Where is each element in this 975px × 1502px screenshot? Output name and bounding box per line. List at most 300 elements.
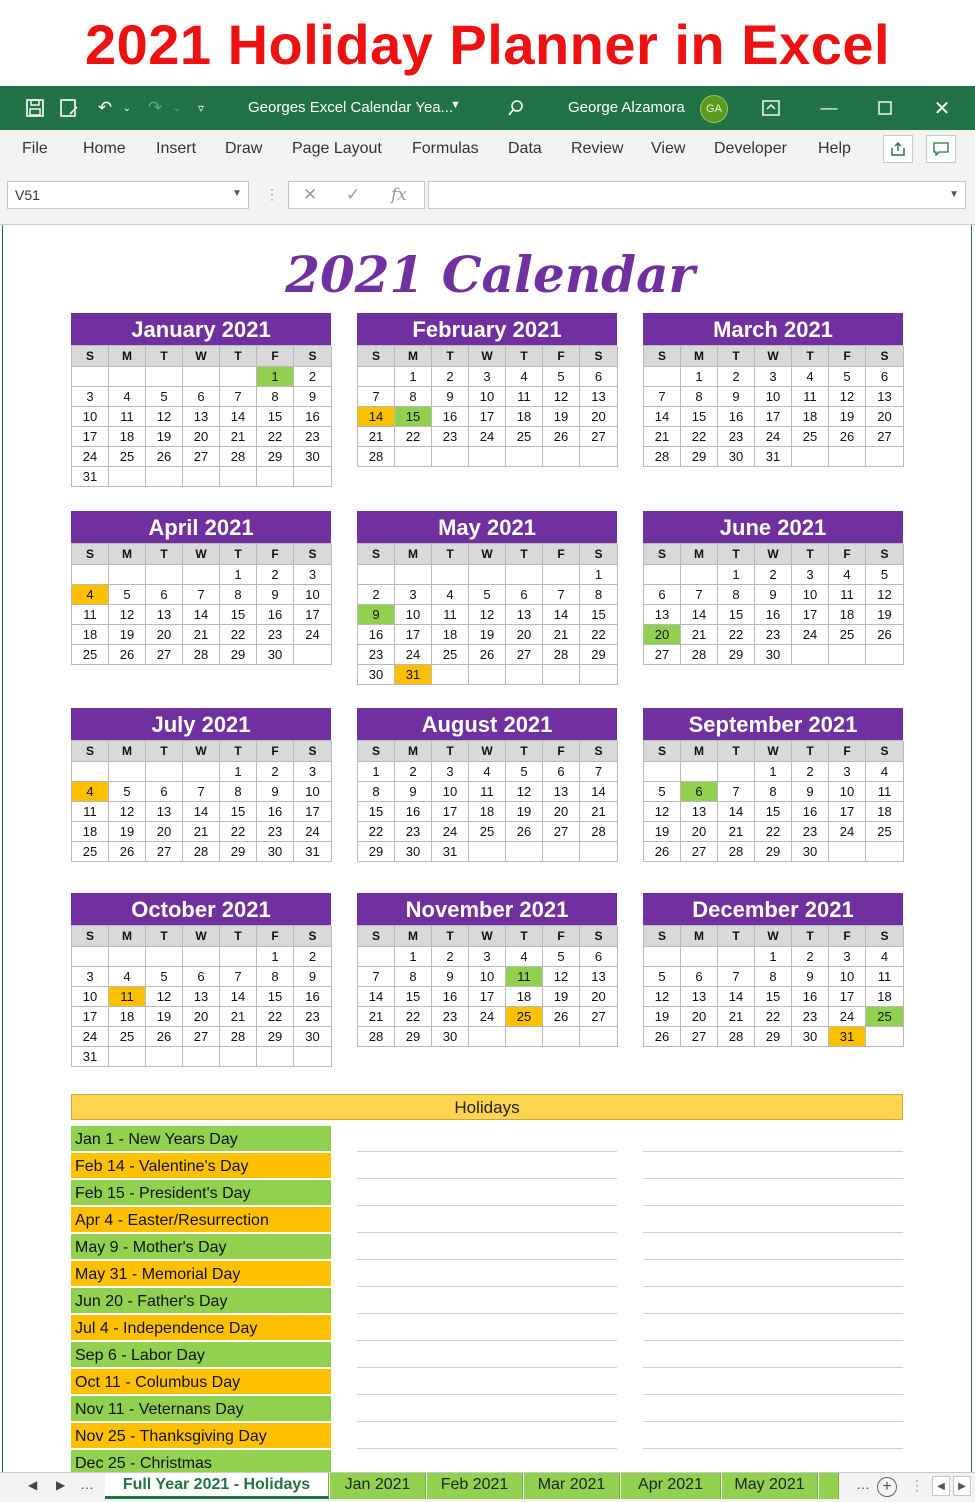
empty-day-cell[interactable] bbox=[543, 1027, 580, 1047]
day-cell[interactable]: 17 bbox=[72, 1007, 109, 1027]
day-cell[interactable]: 9 bbox=[432, 387, 469, 407]
sheet-tab[interactable]: Full Year 2021 - Holidays bbox=[105, 1473, 329, 1499]
day-cell[interactable]: 14 bbox=[358, 407, 395, 427]
day-cell[interactable]: 8 bbox=[395, 387, 432, 407]
day-cell[interactable]: 5 bbox=[543, 367, 580, 387]
day-cell[interactable]: 25 bbox=[469, 822, 506, 842]
day-cell[interactable]: 29 bbox=[358, 842, 395, 862]
empty-day-cell[interactable] bbox=[792, 645, 829, 665]
day-cell[interactable]: 14 bbox=[681, 605, 718, 625]
empty-day-cell[interactable] bbox=[358, 947, 395, 967]
tab-home[interactable]: Home bbox=[83, 140, 126, 157]
empty-day-cell[interactable] bbox=[220, 467, 257, 487]
note-line[interactable] bbox=[357, 1286, 617, 1287]
holiday-item[interactable]: Dec 25 - Christmas bbox=[71, 1450, 331, 1475]
note-line[interactable] bbox=[643, 1394, 903, 1395]
day-cell[interactable]: 7 bbox=[358, 387, 395, 407]
day-cell[interactable]: 4 bbox=[432, 585, 469, 605]
day-cell[interactable]: 23 bbox=[718, 427, 755, 447]
day-cell[interactable]: 27 bbox=[644, 645, 681, 665]
day-cell[interactable]: 1 bbox=[755, 762, 792, 782]
day-cell[interactable]: 24 bbox=[469, 1007, 506, 1027]
day-cell[interactable]: 27 bbox=[543, 822, 580, 842]
note-line[interactable] bbox=[643, 1178, 903, 1179]
day-cell[interactable]: 3 bbox=[829, 947, 866, 967]
day-cell[interactable]: 4 bbox=[792, 367, 829, 387]
empty-day-cell[interactable] bbox=[146, 1047, 183, 1067]
day-cell[interactable]: 8 bbox=[220, 585, 257, 605]
day-cell[interactable]: 21 bbox=[183, 625, 220, 645]
empty-day-cell[interactable] bbox=[506, 565, 543, 585]
empty-day-cell[interactable] bbox=[109, 565, 146, 585]
day-cell[interactable]: 20 bbox=[543, 802, 580, 822]
formula-input[interactable] bbox=[428, 181, 966, 209]
day-cell[interactable]: 16 bbox=[294, 407, 332, 427]
share-icon[interactable] bbox=[883, 135, 913, 163]
empty-day-cell[interactable] bbox=[644, 367, 681, 387]
day-cell[interactable]: 10 bbox=[432, 782, 469, 802]
day-cell[interactable]: 13 bbox=[580, 967, 618, 987]
day-cell[interactable]: 17 bbox=[829, 802, 866, 822]
day-cell[interactable]: 15 bbox=[395, 407, 432, 427]
scroll-tabs-left-icon[interactable]: ◀ bbox=[28, 1478, 38, 1492]
day-cell[interactable]: 18 bbox=[792, 407, 829, 427]
empty-day-cell[interactable] bbox=[183, 467, 220, 487]
empty-day-cell[interactable] bbox=[294, 467, 332, 487]
day-cell[interactable]: 10 bbox=[72, 407, 109, 427]
undo-icon[interactable]: ↶ bbox=[97, 98, 113, 117]
day-cell[interactable]: 16 bbox=[358, 625, 395, 645]
day-cell[interactable]: 15 bbox=[395, 987, 432, 1007]
day-cell[interactable]: 26 bbox=[829, 427, 866, 447]
day-cell[interactable]: 13 bbox=[866, 387, 904, 407]
day-cell[interactable]: 14 bbox=[718, 987, 755, 1007]
day-cell[interactable]: 14 bbox=[358, 987, 395, 1007]
day-cell[interactable]: 12 bbox=[866, 585, 904, 605]
day-cell[interactable]: 7 bbox=[644, 387, 681, 407]
empty-day-cell[interactable] bbox=[543, 842, 580, 862]
day-cell[interactable]: 14 bbox=[580, 782, 618, 802]
day-cell[interactable]: 20 bbox=[183, 1007, 220, 1027]
empty-day-cell[interactable] bbox=[109, 762, 146, 782]
day-cell[interactable]: 21 bbox=[681, 625, 718, 645]
redo-dropdown-icon[interactable]: ⌄ bbox=[172, 102, 182, 114]
day-cell[interactable]: 13 bbox=[146, 605, 183, 625]
day-cell[interactable]: 13 bbox=[644, 605, 681, 625]
day-cell[interactable]: 1 bbox=[220, 762, 257, 782]
document-title-dropdown-icon[interactable]: ▼ bbox=[450, 99, 461, 111]
day-cell[interactable]: 10 bbox=[294, 782, 332, 802]
day-cell[interactable]: 3 bbox=[395, 585, 432, 605]
empty-day-cell[interactable] bbox=[829, 447, 866, 467]
note-line[interactable] bbox=[357, 1151, 617, 1152]
minimize-icon[interactable]: — bbox=[820, 98, 838, 117]
day-cell[interactable]: 5 bbox=[469, 585, 506, 605]
day-cell[interactable]: 17 bbox=[432, 802, 469, 822]
day-cell[interactable]: 12 bbox=[146, 407, 183, 427]
empty-day-cell[interactable] bbox=[220, 1047, 257, 1067]
day-cell[interactable]: 27 bbox=[580, 427, 618, 447]
empty-day-cell[interactable] bbox=[257, 467, 294, 487]
empty-day-cell[interactable] bbox=[580, 447, 618, 467]
empty-day-cell[interactable] bbox=[718, 762, 755, 782]
empty-day-cell[interactable] bbox=[72, 565, 109, 585]
tab-developer[interactable]: Developer bbox=[714, 140, 787, 157]
sheet-tab[interactable]: May 2021 bbox=[722, 1473, 818, 1499]
day-cell[interactable]: 26 bbox=[109, 645, 146, 665]
empty-day-cell[interactable] bbox=[866, 447, 904, 467]
day-cell[interactable]: 24 bbox=[294, 625, 332, 645]
day-cell[interactable]: 23 bbox=[792, 822, 829, 842]
day-cell[interactable]: 15 bbox=[257, 407, 294, 427]
day-cell[interactable]: 29 bbox=[395, 1027, 432, 1047]
day-cell[interactable]: 15 bbox=[718, 605, 755, 625]
day-cell[interactable]: 7 bbox=[543, 585, 580, 605]
day-cell[interactable]: 11 bbox=[72, 802, 109, 822]
day-cell[interactable]: 22 bbox=[395, 427, 432, 447]
tab-insert[interactable]: Insert bbox=[156, 140, 197, 157]
day-cell[interactable]: 20 bbox=[644, 625, 681, 645]
holiday-item[interactable]: May 9 - Mother's Day bbox=[71, 1234, 331, 1259]
day-cell[interactable]: 25 bbox=[866, 1007, 904, 1027]
day-cell[interactable]: 20 bbox=[681, 822, 718, 842]
name-box-dropdown-icon[interactable]: ▼ bbox=[232, 188, 242, 199]
day-cell[interactable]: 10 bbox=[469, 967, 506, 987]
note-line[interactable] bbox=[643, 1367, 903, 1368]
empty-day-cell[interactable] bbox=[183, 565, 220, 585]
day-cell[interactable]: 25 bbox=[109, 447, 146, 467]
day-cell[interactable]: 3 bbox=[72, 387, 109, 407]
day-cell[interactable]: 31 bbox=[829, 1027, 866, 1047]
day-cell[interactable]: 19 bbox=[109, 625, 146, 645]
day-cell[interactable]: 25 bbox=[506, 427, 543, 447]
day-cell[interactable]: 20 bbox=[146, 822, 183, 842]
day-cell[interactable]: 20 bbox=[506, 625, 543, 645]
day-cell[interactable]: 2 bbox=[294, 947, 332, 967]
note-line[interactable] bbox=[357, 1448, 617, 1449]
empty-day-cell[interactable] bbox=[506, 447, 543, 467]
day-cell[interactable]: 9 bbox=[755, 585, 792, 605]
day-cell[interactable]: 30 bbox=[718, 447, 755, 467]
day-cell[interactable]: 30 bbox=[792, 842, 829, 862]
day-cell[interactable]: 26 bbox=[866, 625, 904, 645]
day-cell[interactable]: 19 bbox=[146, 1007, 183, 1027]
day-cell[interactable]: 23 bbox=[257, 822, 294, 842]
day-cell[interactable]: 20 bbox=[580, 987, 618, 1007]
day-cell[interactable]: 24 bbox=[72, 1027, 109, 1047]
note-line[interactable] bbox=[357, 1367, 617, 1368]
day-cell[interactable]: 28 bbox=[718, 842, 755, 862]
day-cell[interactable]: 4 bbox=[109, 967, 146, 987]
day-cell[interactable]: 18 bbox=[829, 605, 866, 625]
day-cell[interactable]: 2 bbox=[432, 367, 469, 387]
day-cell[interactable]: 1 bbox=[681, 367, 718, 387]
day-cell[interactable]: 29 bbox=[257, 447, 294, 467]
empty-day-cell[interactable] bbox=[146, 762, 183, 782]
day-cell[interactable]: 10 bbox=[829, 967, 866, 987]
empty-day-cell[interactable] bbox=[146, 367, 183, 387]
day-cell[interactable]: 13 bbox=[506, 605, 543, 625]
day-cell[interactable]: 14 bbox=[220, 407, 257, 427]
day-cell[interactable]: 28 bbox=[220, 447, 257, 467]
day-cell[interactable]: 29 bbox=[220, 645, 257, 665]
day-cell[interactable]: 13 bbox=[681, 987, 718, 1007]
day-cell[interactable]: 11 bbox=[829, 585, 866, 605]
day-cell[interactable]: 17 bbox=[294, 605, 332, 625]
empty-day-cell[interactable] bbox=[469, 842, 506, 862]
day-cell[interactable]: 1 bbox=[395, 367, 432, 387]
day-cell[interactable]: 25 bbox=[792, 427, 829, 447]
tab-formulas[interactable]: Formulas bbox=[412, 140, 479, 157]
day-cell[interactable]: 18 bbox=[109, 1007, 146, 1027]
day-cell[interactable]: 24 bbox=[72, 447, 109, 467]
note-line[interactable] bbox=[643, 1313, 903, 1314]
day-cell[interactable]: 26 bbox=[644, 1027, 681, 1047]
day-cell[interactable]: 12 bbox=[543, 967, 580, 987]
day-cell[interactable]: 2 bbox=[718, 367, 755, 387]
day-cell[interactable]: 6 bbox=[146, 585, 183, 605]
empty-day-cell[interactable] bbox=[469, 565, 506, 585]
day-cell[interactable]: 30 bbox=[358, 665, 395, 685]
empty-day-cell[interactable] bbox=[294, 645, 332, 665]
day-cell[interactable]: 29 bbox=[755, 842, 792, 862]
day-cell[interactable]: 31 bbox=[395, 665, 432, 685]
empty-day-cell[interactable] bbox=[432, 447, 469, 467]
day-cell[interactable]: 23 bbox=[432, 1007, 469, 1027]
day-cell[interactable]: 11 bbox=[109, 407, 146, 427]
comments-icon[interactable] bbox=[926, 135, 956, 163]
day-cell[interactable]: 21 bbox=[580, 802, 618, 822]
day-cell[interactable]: 7 bbox=[220, 967, 257, 987]
empty-day-cell[interactable] bbox=[506, 1027, 543, 1047]
day-cell[interactable]: 29 bbox=[681, 447, 718, 467]
day-cell[interactable]: 8 bbox=[257, 387, 294, 407]
day-cell[interactable]: 19 bbox=[109, 822, 146, 842]
day-cell[interactable]: 9 bbox=[257, 782, 294, 802]
day-cell[interactable]: 11 bbox=[109, 987, 146, 1007]
empty-day-cell[interactable] bbox=[146, 947, 183, 967]
day-cell[interactable]: 24 bbox=[829, 1007, 866, 1027]
day-cell[interactable]: 16 bbox=[792, 987, 829, 1007]
empty-day-cell[interactable] bbox=[644, 762, 681, 782]
more-tabs-left-icon[interactable]: … bbox=[80, 1476, 94, 1492]
note-line[interactable] bbox=[357, 1421, 617, 1422]
day-cell[interactable]: 15 bbox=[580, 605, 618, 625]
holiday-item[interactable]: Jun 20 - Father's Day bbox=[71, 1288, 331, 1313]
day-cell[interactable]: 28 bbox=[580, 822, 618, 842]
day-cell[interactable]: 24 bbox=[829, 822, 866, 842]
day-cell[interactable]: 18 bbox=[469, 802, 506, 822]
day-cell[interactable]: 15 bbox=[358, 802, 395, 822]
day-cell[interactable]: 25 bbox=[866, 822, 904, 842]
day-cell[interactable]: 14 bbox=[543, 605, 580, 625]
holiday-item[interactable]: Apr 4 - Easter/Resurrection bbox=[71, 1207, 331, 1232]
day-cell[interactable]: 23 bbox=[294, 1007, 332, 1027]
empty-day-cell[interactable] bbox=[257, 1047, 294, 1067]
day-cell[interactable]: 12 bbox=[506, 782, 543, 802]
day-cell[interactable]: 1 bbox=[220, 565, 257, 585]
day-cell[interactable]: 28 bbox=[681, 645, 718, 665]
day-cell[interactable]: 31 bbox=[72, 1047, 109, 1067]
day-cell[interactable]: 6 bbox=[146, 782, 183, 802]
day-cell[interactable]: 30 bbox=[755, 645, 792, 665]
day-cell[interactable]: 29 bbox=[718, 645, 755, 665]
day-cell[interactable]: 7 bbox=[580, 762, 618, 782]
day-cell[interactable]: 6 bbox=[183, 967, 220, 987]
empty-day-cell[interactable] bbox=[644, 947, 681, 967]
empty-day-cell[interactable] bbox=[432, 665, 469, 685]
day-cell[interactable]: 28 bbox=[183, 842, 220, 862]
sheet-tab[interactable]: Jan 2021 bbox=[330, 1473, 426, 1499]
day-cell[interactable]: 17 bbox=[294, 802, 332, 822]
day-cell[interactable]: 21 bbox=[220, 427, 257, 447]
holiday-item[interactable]: Oct 11 - Columbus Day bbox=[71, 1369, 331, 1394]
day-cell[interactable]: 16 bbox=[432, 987, 469, 1007]
day-cell[interactable]: 3 bbox=[294, 762, 332, 782]
day-cell[interactable]: 3 bbox=[755, 367, 792, 387]
day-cell[interactable]: 19 bbox=[866, 605, 904, 625]
day-cell[interactable]: 22 bbox=[358, 822, 395, 842]
day-cell[interactable]: 27 bbox=[146, 645, 183, 665]
day-cell[interactable]: 10 bbox=[294, 585, 332, 605]
day-cell[interactable]: 20 bbox=[183, 427, 220, 447]
day-cell[interactable]: 7 bbox=[718, 782, 755, 802]
day-cell[interactable]: 26 bbox=[146, 1027, 183, 1047]
tab-page-layout[interactable]: Page Layout bbox=[292, 140, 382, 157]
day-cell[interactable]: 12 bbox=[644, 802, 681, 822]
day-cell[interactable]: 6 bbox=[183, 387, 220, 407]
empty-day-cell[interactable] bbox=[866, 1027, 904, 1047]
maximize-icon[interactable] bbox=[874, 97, 896, 119]
day-cell[interactable]: 30 bbox=[257, 842, 294, 862]
day-cell[interactable]: 30 bbox=[294, 447, 332, 467]
day-cell[interactable]: 5 bbox=[109, 782, 146, 802]
empty-day-cell[interactable] bbox=[146, 565, 183, 585]
day-cell[interactable]: 16 bbox=[257, 605, 294, 625]
day-cell[interactable]: 25 bbox=[829, 625, 866, 645]
empty-day-cell[interactable] bbox=[681, 762, 718, 782]
day-cell[interactable]: 3 bbox=[829, 762, 866, 782]
day-cell[interactable]: 11 bbox=[506, 967, 543, 987]
day-cell[interactable]: 5 bbox=[506, 762, 543, 782]
insert-function-icon[interactable]: fx bbox=[391, 185, 407, 205]
day-cell[interactable]: 27 bbox=[146, 842, 183, 862]
tab-file[interactable]: File bbox=[22, 140, 48, 157]
day-cell[interactable]: 4 bbox=[506, 947, 543, 967]
holiday-item[interactable]: Jul 4 - Independence Day bbox=[71, 1315, 331, 1340]
day-cell[interactable]: 31 bbox=[294, 842, 332, 862]
day-cell[interactable]: 12 bbox=[109, 802, 146, 822]
day-cell[interactable]: 10 bbox=[829, 782, 866, 802]
empty-day-cell[interactable] bbox=[469, 1027, 506, 1047]
day-cell[interactable]: 24 bbox=[432, 822, 469, 842]
day-cell[interactable]: 22 bbox=[395, 1007, 432, 1027]
horizontal-scroll-left-icon[interactable]: ◀ bbox=[932, 1476, 950, 1496]
day-cell[interactable]: 5 bbox=[644, 782, 681, 802]
day-cell[interactable]: 1 bbox=[358, 762, 395, 782]
day-cell[interactable]: 12 bbox=[829, 387, 866, 407]
empty-day-cell[interactable] bbox=[294, 1047, 332, 1067]
save-as-icon[interactable] bbox=[58, 97, 80, 119]
day-cell[interactable]: 6 bbox=[644, 585, 681, 605]
day-cell[interactable]: 30 bbox=[792, 1027, 829, 1047]
empty-day-cell[interactable] bbox=[829, 645, 866, 665]
day-cell[interactable]: 22 bbox=[220, 822, 257, 842]
note-line[interactable] bbox=[643, 1151, 903, 1152]
day-cell[interactable]: 29 bbox=[220, 842, 257, 862]
day-cell[interactable]: 10 bbox=[792, 585, 829, 605]
day-cell[interactable]: 23 bbox=[432, 427, 469, 447]
note-line[interactable] bbox=[643, 1259, 903, 1260]
day-cell[interactable]: 14 bbox=[644, 407, 681, 427]
holiday-item[interactable]: Feb 15 - President's Day bbox=[71, 1180, 331, 1205]
day-cell[interactable]: 9 bbox=[432, 967, 469, 987]
day-cell[interactable]: 9 bbox=[294, 387, 332, 407]
day-cell[interactable]: 27 bbox=[506, 645, 543, 665]
day-cell[interactable]: 8 bbox=[755, 782, 792, 802]
day-cell[interactable]: 2 bbox=[395, 762, 432, 782]
empty-day-cell[interactable] bbox=[109, 1047, 146, 1067]
day-cell[interactable]: 5 bbox=[146, 967, 183, 987]
day-cell[interactable]: 17 bbox=[469, 407, 506, 427]
note-line[interactable] bbox=[357, 1340, 617, 1341]
day-cell[interactable]: 8 bbox=[358, 782, 395, 802]
day-cell[interactable]: 9 bbox=[358, 605, 395, 625]
day-cell[interactable]: 17 bbox=[72, 427, 109, 447]
day-cell[interactable]: 11 bbox=[866, 782, 904, 802]
day-cell[interactable]: 28 bbox=[718, 1027, 755, 1047]
day-cell[interactable]: 20 bbox=[866, 407, 904, 427]
day-cell[interactable]: 20 bbox=[580, 407, 618, 427]
day-cell[interactable]: 6 bbox=[580, 367, 618, 387]
day-cell[interactable]: 31 bbox=[72, 467, 109, 487]
day-cell[interactable]: 6 bbox=[580, 947, 618, 967]
sheet-tab-overflow[interactable] bbox=[819, 1473, 839, 1499]
empty-day-cell[interactable] bbox=[183, 947, 220, 967]
empty-day-cell[interactable] bbox=[644, 565, 681, 585]
day-cell[interactable]: 18 bbox=[866, 987, 904, 1007]
day-cell[interactable]: 13 bbox=[183, 987, 220, 1007]
empty-day-cell[interactable] bbox=[718, 947, 755, 967]
day-cell[interactable]: 26 bbox=[543, 427, 580, 447]
day-cell[interactable]: 6 bbox=[866, 367, 904, 387]
day-cell[interactable]: 5 bbox=[109, 585, 146, 605]
day-cell[interactable]: 1 bbox=[257, 367, 294, 387]
day-cell[interactable]: 4 bbox=[109, 387, 146, 407]
day-cell[interactable]: 17 bbox=[469, 987, 506, 1007]
day-cell[interactable]: 14 bbox=[183, 605, 220, 625]
day-cell[interactable]: 8 bbox=[755, 967, 792, 987]
day-cell[interactable]: 13 bbox=[580, 387, 618, 407]
avatar[interactable]: GA bbox=[700, 95, 728, 123]
day-cell[interactable]: 5 bbox=[829, 367, 866, 387]
day-cell[interactable]: 27 bbox=[580, 1007, 618, 1027]
day-cell[interactable]: 28 bbox=[183, 645, 220, 665]
user-name[interactable]: George Alzamora bbox=[568, 99, 685, 116]
day-cell[interactable]: 18 bbox=[506, 407, 543, 427]
day-cell[interactable]: 10 bbox=[469, 387, 506, 407]
day-cell[interactable]: 20 bbox=[146, 625, 183, 645]
tab-draw[interactable]: Draw bbox=[225, 140, 263, 157]
empty-day-cell[interactable] bbox=[183, 762, 220, 782]
day-cell[interactable]: 9 bbox=[294, 967, 332, 987]
scroll-tabs-right-icon[interactable]: ▶ bbox=[56, 1478, 66, 1492]
day-cell[interactable]: 19 bbox=[506, 802, 543, 822]
day-cell[interactable]: 2 bbox=[432, 947, 469, 967]
day-cell[interactable]: 14 bbox=[183, 802, 220, 822]
note-line[interactable] bbox=[357, 1232, 617, 1233]
empty-day-cell[interactable] bbox=[183, 1047, 220, 1067]
